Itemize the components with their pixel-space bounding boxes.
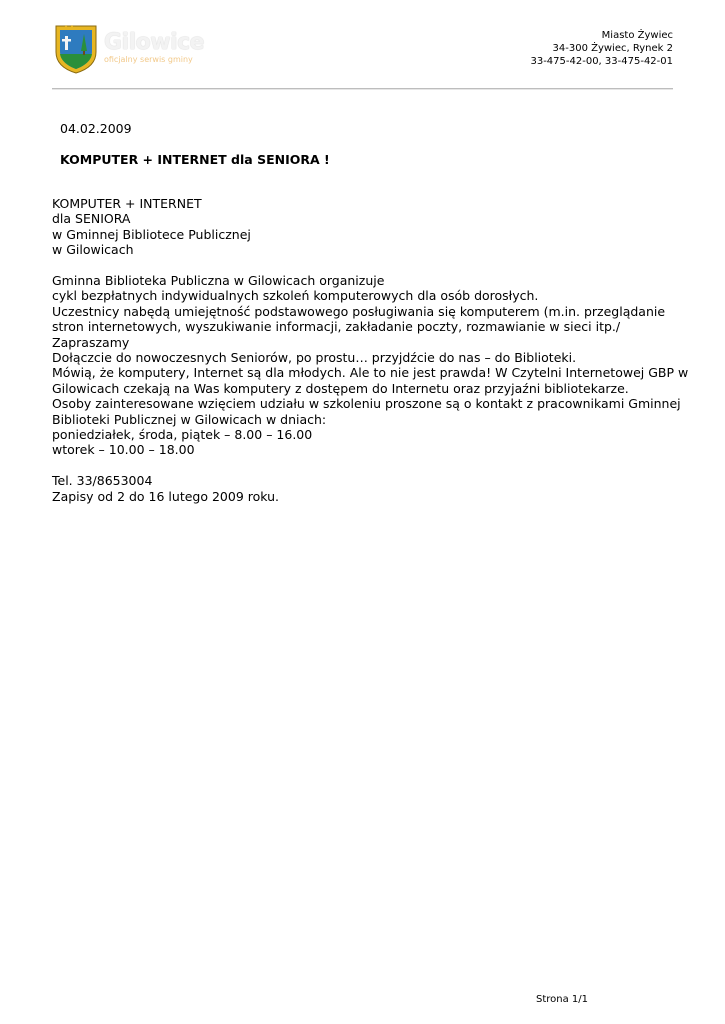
body-line: Gminna Biblioteka Publiczna w Gilowicach organizuje [52,273,385,289]
header-divider [52,88,673,90]
site-logo[interactable] [52,24,205,74]
logo-title: Gilowice [104,30,205,55]
body-line: Gilowicach czekają na Was komputery z dostępem do Internetu oraz przyjaźni bibliotekarze. [52,380,629,396]
article-date: 04.02.2009 [60,121,132,136]
page-header [0,0,725,90]
logo-subtitle: oficjalny serwis gminy [104,55,193,64]
contact-block [530,29,673,68]
body-line: cykl bezpłatnych indywidualnych szkoleń komputerowych dla osób dorosłych. [52,288,539,304]
paragraph-gap [52,458,677,473]
body-line: Dołączcie do nowoczesnych Seniorów, po prostu… przyjdźcie do nas – do Biblioteki. [52,350,577,366]
paragraph-gap [52,258,677,273]
body-line: Zapisy od 2 do 16 lutego 2009 roku. [52,488,280,504]
body-line: Uczestnicy nabędą umiejętność podstawowego posługiwania się komputerem (m.in. przeglądanie [52,303,666,319]
body-line: Biblioteki Publicznej w Gilowicach w dniach: [52,411,327,427]
coat-of-arms-icon [52,24,100,74]
article-title: KOMPUTER + INTERNET dla SENIORA ! [60,152,330,167]
contact-phones: 33-475-42-00, 33-475-42-01 [530,56,673,67]
body-line: stron internetowych, wyszukiwanie informacji, zakładanie poczty, rozmawianie w sieci itp./ [52,319,621,335]
body-line: KOMPUTER + INTERNET [52,196,202,211]
body-line: Mówią, że komputery, Internet są dla młodych. Ale to nie jest prawda! W Czytelni Internetowej GBP w [52,365,689,381]
contact-address: 34-300 Żywiec, Rynek 2 [552,43,673,54]
body-line: poniedziałek, środa, piątek – 8.00 – 16.00 [52,427,313,443]
body-line: w Gminnej Bibliotece Publicznej [52,226,251,242]
page-number: Strona 1/1 [535,994,588,1005]
article-body [52,196,689,504]
body-line: w Gilowicach [52,242,134,258]
body-line: dla SENIORA [52,211,131,227]
contact-city: Miasto Żywiec [601,30,673,41]
body-line: wtorek – 10.00 – 18.00 [52,442,195,458]
body-line: Osoby zainteresowane wzięciem udziału w szkoleniu proszone są o kontakt z pracownikami Gminnej [52,396,681,412]
body-line: Tel. 33/8653004 [52,473,153,489]
body-line: Zapraszamy [52,334,130,350]
